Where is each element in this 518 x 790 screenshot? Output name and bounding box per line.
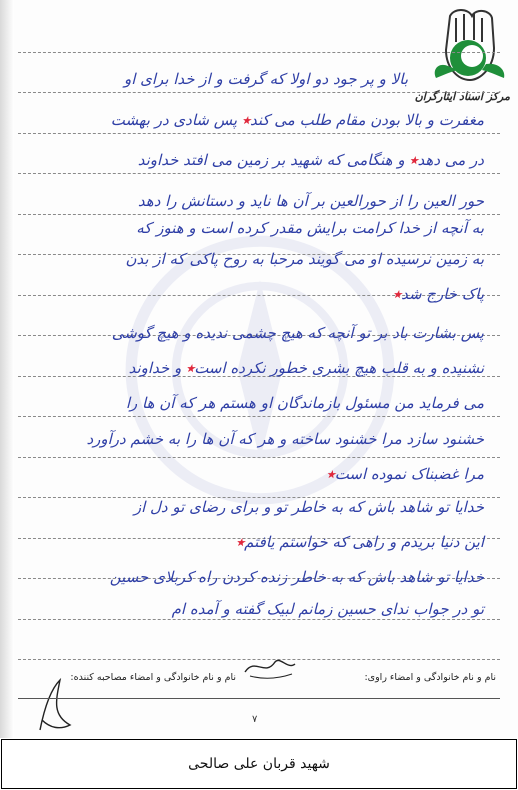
ruled-line	[18, 457, 500, 458]
handwriting-line: مغفرت و بالا بودن مقام طلب می کند٭ پس شادی در بهشت	[110, 111, 484, 129]
handwriting-line: می فرماید من مسئول بازماندگان او هستم هر که آن ها را	[125, 394, 484, 412]
martyrs-foundation-logo	[428, 8, 512, 98]
handwriting-line: در می دهد٭ و هنگامی که شهید بر زمین می افتد خداوند	[137, 151, 484, 169]
ruled-line	[18, 173, 500, 174]
footer-divider	[18, 698, 500, 699]
handwriting-line: بالا و پر جود دو اولا که گرفت و از خدا برای او	[123, 70, 408, 88]
narrator-signature-label: نام و نام خانوادگی و امضاء راوی:	[364, 672, 496, 683]
ruled-line	[18, 92, 500, 93]
handwriting-line: پاک خارج شد٭	[392, 285, 484, 303]
ruled-line	[18, 416, 500, 417]
ruled-line	[18, 214, 500, 215]
handwriting-line: حور العین را از حورالعین بر آن ها ناید و دستانش را دهد	[137, 192, 484, 210]
organization-name: مرکز اسناد ایثارگران	[414, 90, 510, 103]
handwriting-line: تو در جواب ندای حسین زمانم لبیک گفته و آمده ام	[171, 600, 484, 618]
handwriting-line: خشنود سازد مرا خشنود ساخته و هر که آن ها را به خشم درآورد	[86, 430, 484, 448]
handwriting-line: به آنچه از خدا کرامت برایش مقدر کرده است و هنوز که	[136, 219, 484, 237]
ruled-line	[18, 52, 500, 53]
ruled-line	[18, 619, 500, 620]
page-number: ۷	[252, 714, 258, 725]
ruled-line	[18, 133, 500, 134]
narrator-signature	[30, 670, 80, 740]
handwriting-line: خدایا تو شاهد باش که به خاطر تو و برای رضای تو دل از	[133, 498, 484, 516]
caption-box	[1, 739, 517, 789]
handwriting-line: پس بشارت باد بر تو آنچه که هیچ چشمی ندیده و هیچ گوشی	[111, 324, 484, 342]
handwriting-line: به زمین نرسیده او می گویند مرحبا به روح پاکی که از بدن	[125, 250, 484, 268]
handwriting-line: مرا غضبناک نموده است٭	[326, 465, 484, 483]
interviewer-signature	[240, 652, 300, 682]
interviewer-signature-label: نام و نام خانوادگی و امضاء مصاحبه کننده:	[70, 672, 236, 683]
caption-text: شهید قربان علی صالحی	[188, 756, 330, 772]
page-fold-shadow	[0, 0, 14, 738]
handwriting-line: نشنیده و به قلب هیچ بشری خطور نکرده است٭ و خداوند	[128, 359, 484, 377]
handwriting-line: خدایا تو شاهد باش که به خاطر زنده کردن راه کربلای حسین	[109, 568, 484, 586]
handwriting-line: این دنیا بریدم و راهی که خواستم یافتم٭	[235, 533, 484, 551]
